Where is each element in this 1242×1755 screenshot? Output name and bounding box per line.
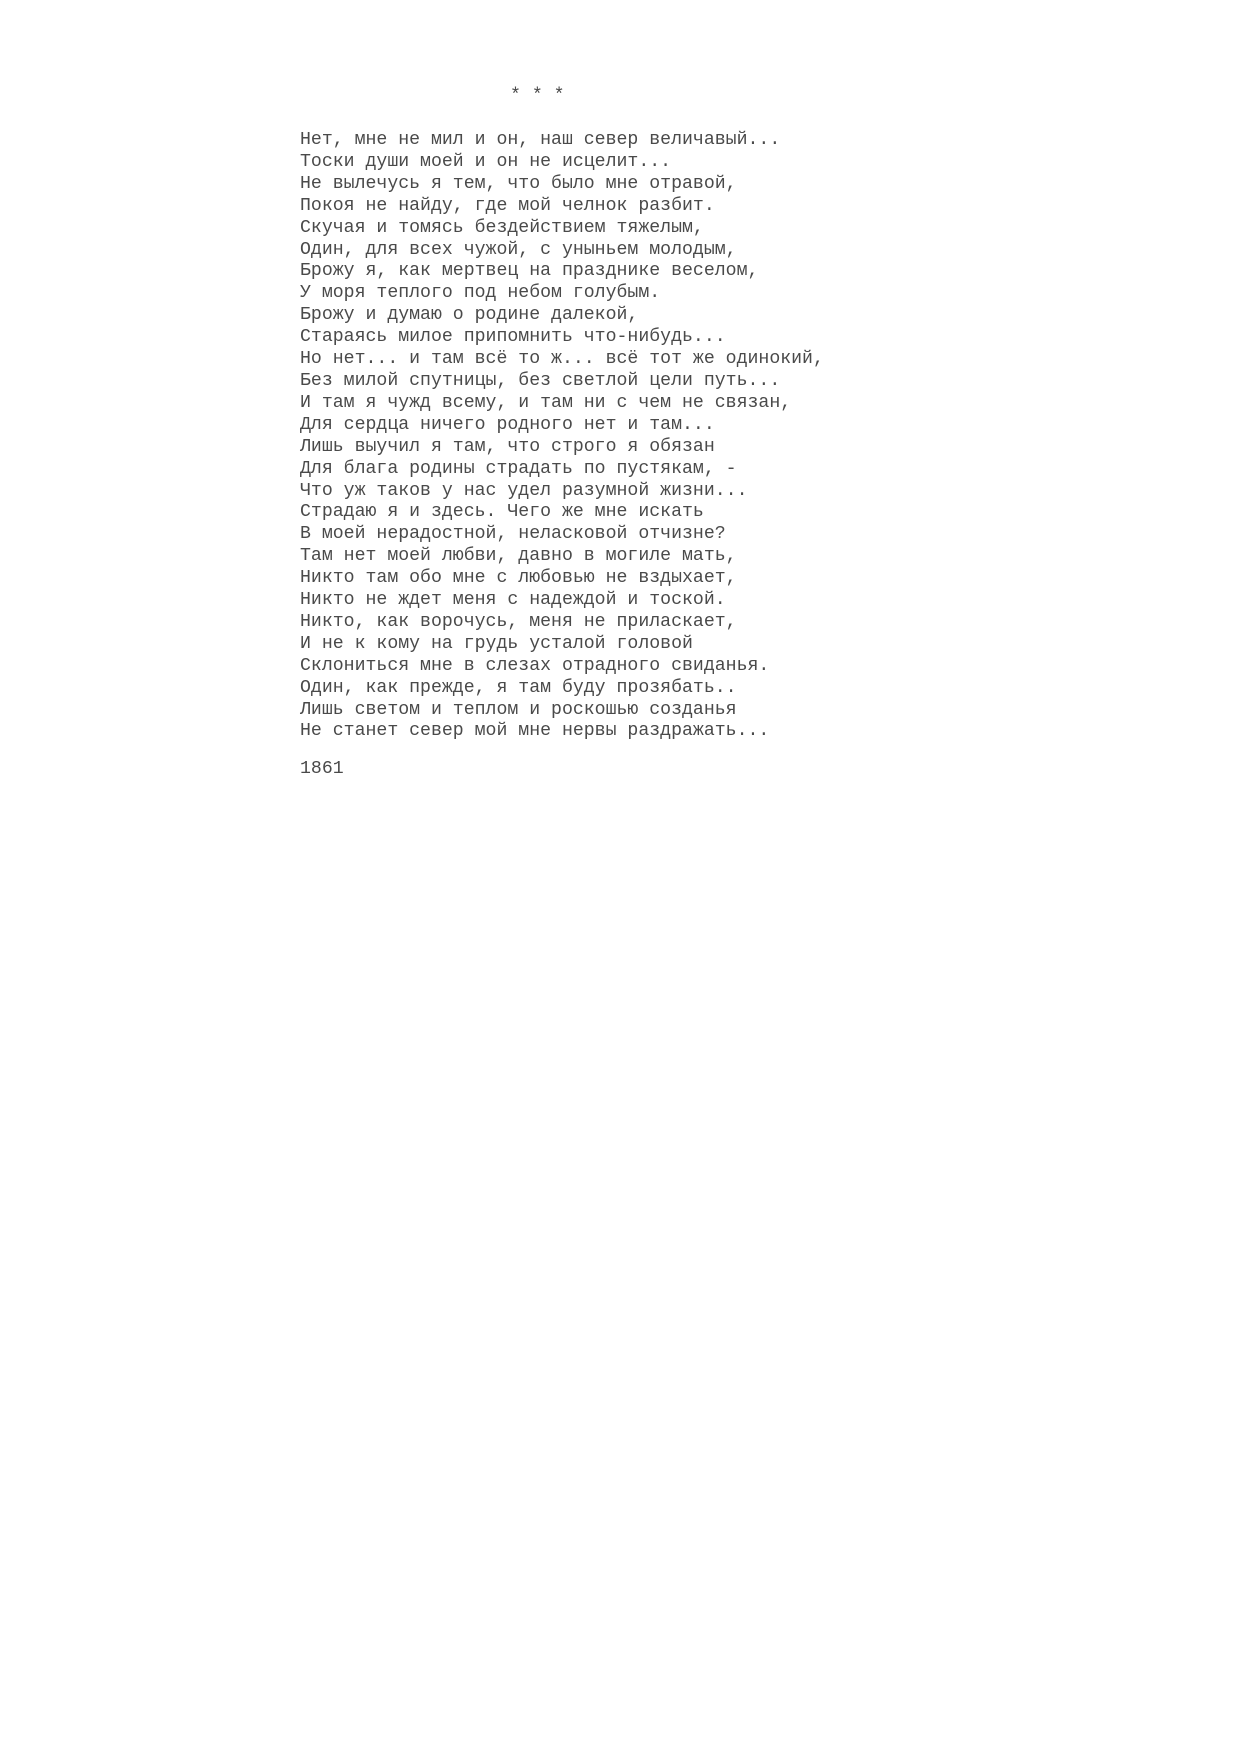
poem-line: Для блага родины страдать по пустякам, -	[300, 458, 737, 479]
poem-date: 1861	[300, 759, 344, 780]
poem-line: Для сердца ничего родного нет и там...	[300, 414, 715, 435]
poem-line: И там я чужд всему, и там ни с чем не связан,	[300, 392, 792, 413]
poem-line: Склониться мне в слезах отрадного свиданья.	[300, 655, 770, 676]
poem-line: Не вылечусь я тем, что было мне отравой,	[300, 173, 737, 194]
poem-line: В моей нерадостной, неласковой отчизне?	[300, 524, 726, 545]
poem-line: Стараясь милое припомнить что-нибудь...	[300, 327, 726, 348]
poem-line: Без милой спутницы, без светлой цели путь...	[300, 370, 781, 391]
poem-line: Никто не ждет меня с надеждой и тоской.	[300, 590, 726, 611]
poem-line: Скучая и томясь бездействием тяжелым,	[300, 217, 704, 238]
poem-line: Нет, мне не мил и он, наш север величавый...	[300, 130, 781, 150]
poem-line: Никто там обо мне с любовью не вздыхает,	[300, 568, 737, 589]
poem-line: Тоски души моей и он не исцелит...	[300, 151, 672, 172]
poem-line: Один, как прежде, я там буду прозябать..	[300, 677, 737, 698]
poem-line: Никто, как ворочусь, меня не приласкает,	[300, 611, 737, 632]
poem-line: Страдаю я и здесь. Чего же мне искать	[300, 502, 704, 523]
poem-line: У моря теплого под небом голубым.	[300, 283, 661, 304]
poem-line: И не к кому на грудь усталой головой	[300, 633, 693, 654]
poem-line: Один, для всех чужой, с уныньем молодым,	[300, 239, 737, 260]
poem-body	[300, 130, 1200, 743]
poem-line: Не станет север мой мне нервы раздражать...	[300, 721, 770, 742]
poem-line: Брожу я, как мертвец на празднике веселом,	[300, 261, 759, 282]
poem-line: Что уж таков у нас удел разумной жизни...	[300, 480, 748, 501]
poem-line: Там нет моей любви, давно в могиле мать,	[300, 546, 737, 567]
poem	[300, 85, 1200, 780]
poem-line: Лишь светом и теплом и роскошью созданья	[300, 699, 737, 720]
poem-line: Но нет... и там всё то ж... всё тот же одинокий,	[300, 349, 824, 370]
poem-section-marker: * * *	[510, 86, 565, 106]
poem-line: Лишь выучил я там, что строго я обязан	[300, 436, 715, 457]
poem-line: Покоя не найду, где мой челнок разбит.	[300, 195, 715, 216]
poem-line: Брожу и думаю о родине далекой,	[300, 305, 639, 326]
